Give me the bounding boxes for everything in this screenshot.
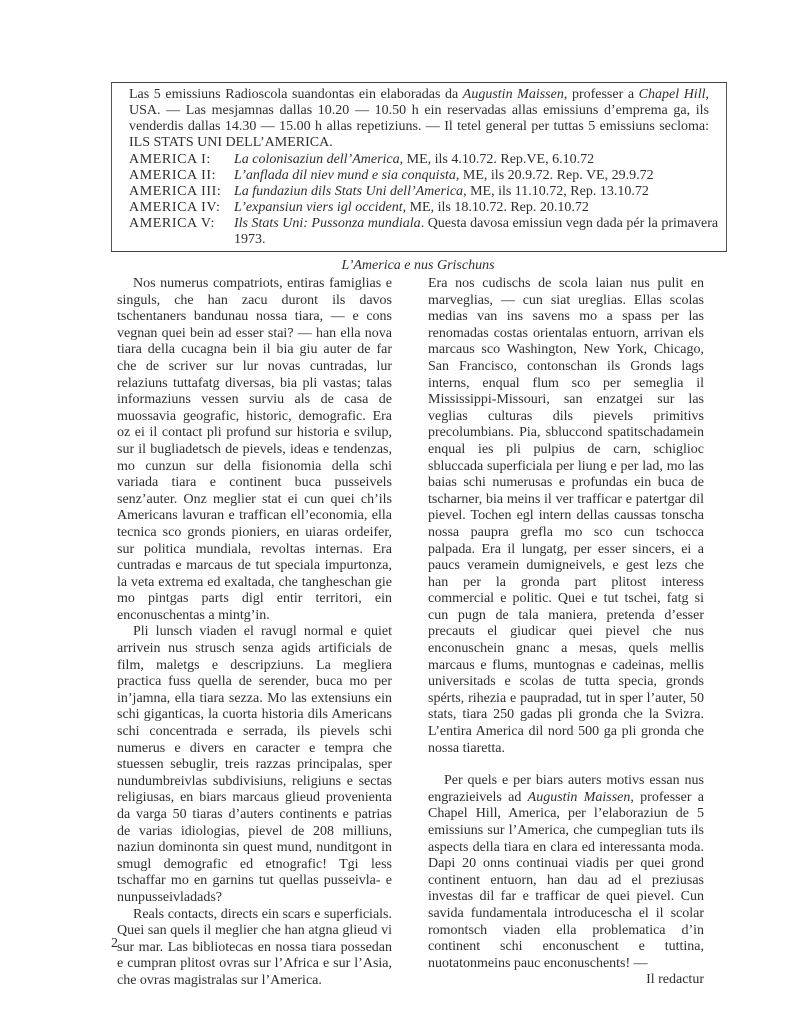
episode-list <box>129 152 729 248</box>
author-name: Augustin Maissen <box>462 87 564 102</box>
episode-title: La colonisaziun dell’America <box>234 152 400 167</box>
article-title: L’America e nus Grischuns <box>341 258 495 273</box>
episode-row <box>129 184 729 200</box>
episode-label: AMERICA I: <box>129 152 211 167</box>
episode-label: AMERICA V: <box>129 216 215 231</box>
signature: Il redactur <box>646 972 704 988</box>
page-number: 2 <box>111 936 118 951</box>
intro-text: , USA. — Las mesjamnas dallas 10.20 — 10.50 h ein reservadas allas emissiuns d’emprema ga, ils venderdis dallas 14.30 — 15.00 h allas repetiziuns. — Il tetel general per tuttas 5 emissiuns secloma: ILS STATS UNI DELL’AMERICA. <box>129 87 709 150</box>
intro-text: , professer a <box>563 87 639 102</box>
closing-text: Per quels e per biars auters motivs essan nus engrazieivels ad <box>428 773 704 805</box>
place-name: Chapel Hill <box>638 87 706 102</box>
episode-details: , ME, ils 4.10.72. Rep.VE, 6.10.72 <box>399 152 595 167</box>
broadcast-intro <box>129 87 709 151</box>
episode-details: , ME, ils 18.10.72. Rep. 20.10.72 <box>402 200 589 215</box>
episode-details: . Questa davosa emissiun vegn dada pér la primavera 1973. <box>234 216 719 247</box>
closing-paragraph <box>428 773 704 972</box>
paragraph: Reals contacts, directs ein scars e superficials. Quei san quels il meglier che han atgna glieud vi sur mar. Las bibliotecas en nossa tiara possedan e cumpran plitost ovras sur l’Africa e sur l’Asia, che ovras magistralas sur l’America. <box>117 906 392 988</box>
episode-title: L’expansiun viers igl occident <box>234 200 403 215</box>
author-name: Augustin Maissen <box>527 789 631 805</box>
episode-row <box>129 200 729 216</box>
episode-row <box>129 152 729 168</box>
intro-text: Las 5 emissiuns Radioscola suandontas ein elaboradas da <box>129 87 463 102</box>
episode-title: La fundaziun dils Stats Uni dell’America <box>234 184 464 199</box>
left-column <box>117 276 392 990</box>
episode-title: L’anflada dil niev mund e sia conquista <box>234 168 456 183</box>
episode-title: Ils Stats Uni: Pussonza mundiala <box>234 216 421 231</box>
broadcast-info-box <box>111 82 727 252</box>
paragraph: Pli lunsch viaden el ravugl normal e quiet arrivein nus strusch senza agids artificials de film, maletgs e descripziuns. La megliera practica fuss quella de serender, buca mo per in’jamna, ella tiara sezza. Mo las extensiuns ein schi giganticas, la cuorta historia dils Americans schi concentrada e serrada, ils pievels schi numerus e divers en caracter e tempra che stuessen sebuglir, treis razzas principalas, sper nundumbreivlas subdivisiuns, religiuns e sectas religiusas, en biars marcaus glieud provenienta da varga 50 tiaras d’auters continents e patrias de varias idiologias, pievel de 208 milliuns, naziun dominonta sin quest mund, nunditgont in smugl demografic ed etnografic! Tgi less tschaffar mo en garnins tut quellas pusseivla- e nunpusseivladads? <box>117 624 392 905</box>
episode-label: AMERICA IV: <box>129 200 221 215</box>
episode-label: AMERICA II: <box>129 168 217 183</box>
paragraph: Era nos cudischs de scola laian nus pulit en marveglias, — cun siat ureglias. Ellas scolas medias van ins savens mo a spass per las renomadas costas orientalas entuorn, arrivan els marcaus sco Washington, New York, Chicago, San Francisco, contonschan ils Gronds lags interns, enqual flum sco per semeglia il Mississippi-Missouri, san enzatgei sur las veglias culturas dils pievels primitivs precolumbians. Pia, sbluccond spatitschadamein enqual ies pli pulpius de carn, schiglioc sbluccada superficiala per liung e per lad, mo las baias schi numerusas e profundas ein buca de tscharner, bia meins il ver trafficar e patertgar dil pievel. Tochen egl intern dellas caussas tonscha nossa paupra grefla mo sco cun tschocca palpada. Era il lungatg, per esser sincers, ei a paucs veramein dumigneivels, e gest lezs che han per la gronda part plitost interess commercial e politic. Quei e tut tschei, fatg si cun pugn de tala maniera, pretenda d’esser precauts el giudicar quei pievel che nus enconuschein gnanc a mesas, quels mellis marcaus e flums, muntognas e cadeinas, mellis universitads e scolas de tutta specia, gronds spérts, rihezia e paupradad, tut in sper l’auter, 50 stats, tiara 250 gadas pli gronda che la Svizra. L’entira America dil nord 500 ga pli gronda che nossa tiaretta. <box>428 276 704 756</box>
episode-row <box>129 168 729 184</box>
paragraph: Nos numerus compatriots, entiras famiglias e singuls, che han zacu duront ils davos tschentaners bandunau nossa tiara, — e cons vegnan quei bein ad esser stai? — han ella nova tiara della cucagna bein il bia giu auter de far che de scriver sur lur novas cuntradas, lur relaziuns tuttafatg diversas, bia pli vastas; talas informaziuns vessen surviu als de casa de muossavia geografic, historic, demografic. Era oz ei il contact pli profund sur historia e svilup, sur il bugliadetsch de pievels, ideas e tendenzas, mo cunzun sur della fisionomia della schi variada tiara e continent buca pusseivels senz’auter. Onz meglier stat ei cun quei ch’ils Americans lavuran e traffican ell’economia, ella tecnica sco gronds pioniers, en uiaras ordeifer, sur politica mundiala, revoltas internas. Era cuntradas e marcaus de tut speciala impurtonza, la veta extrema ed exaltada, che tangheschan gie mo pintgas parts digl entir territori, ein enconuschentas a mintg’in. <box>117 276 392 623</box>
closing-text: , professer a Chapel Hill, America, per l’elaboraziun de 5 emissiuns sur l’America, che cumpeglian tuts ils aspects della tiara en clara ed interessanta moda. Dapi 20 onns continuai viadis per quei grond continent entuorn, han dau ad el preziusas investas dil far e trafficar de quei pievel. Cun savida fundamentala introducescha el il scolar romontsch viaden ella problematica d’in continent schi enconuschent e tuttina, nuotatonmeins pauc enconuschents! — <box>428 789 704 971</box>
episode-details: , ME, ils 20.9.72. Rep. VE, 29.9.72 <box>455 168 654 183</box>
episode-details: , ME, ils 11.10.72, Rep. 13.10.72 <box>463 184 649 199</box>
episode-row <box>129 216 729 248</box>
right-column <box>428 276 704 989</box>
episode-label: AMERICA III: <box>129 184 222 199</box>
